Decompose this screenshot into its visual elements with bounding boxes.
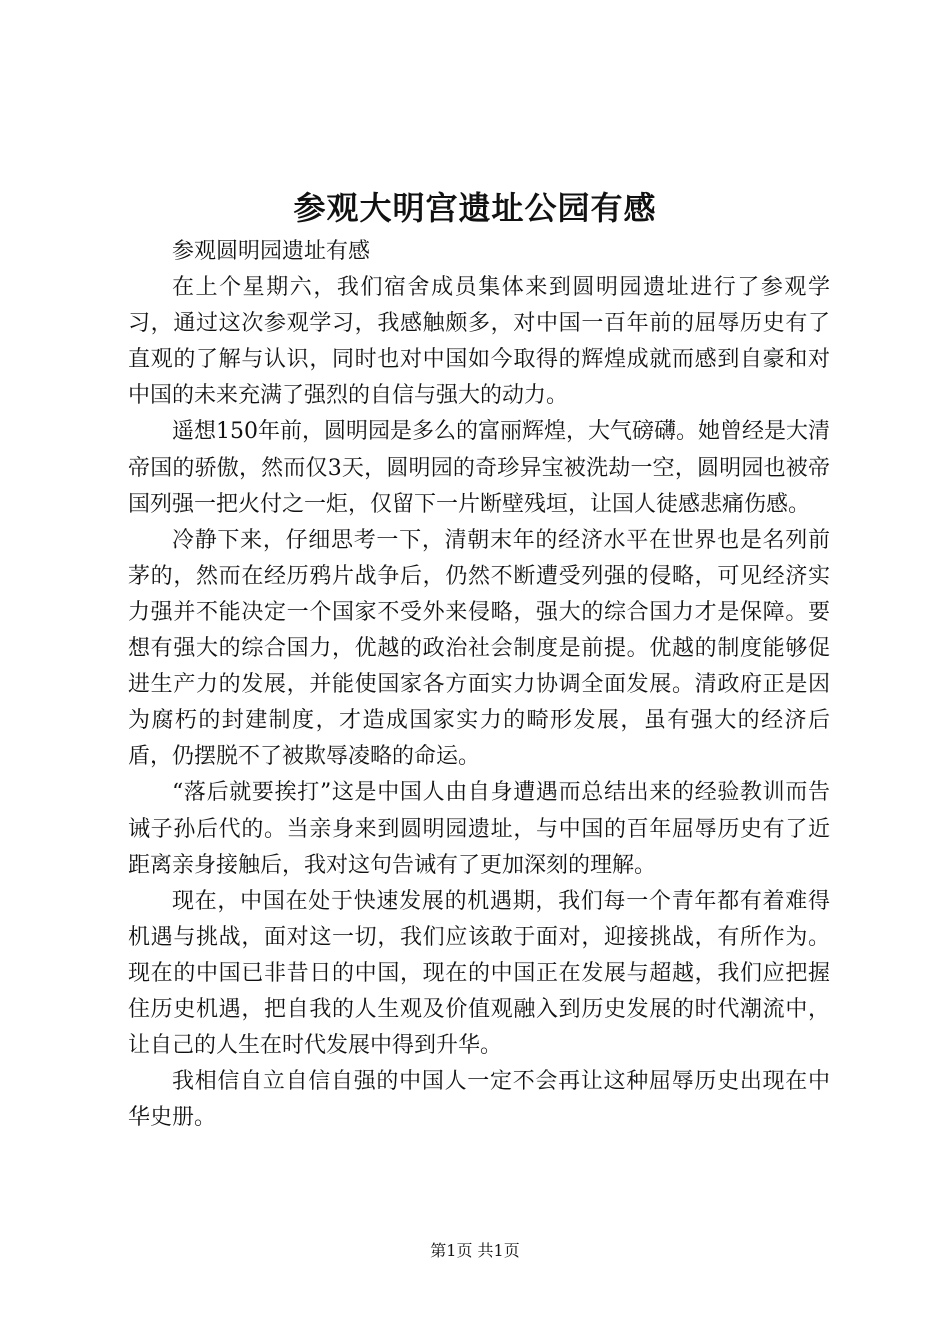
document-title: 参观大明宫遗址公园有感 (293, 189, 657, 227)
paragraph: 遥想150年前，圆明园是多么的富丽辉煌，大气磅礴。她曾经是大清帝国的骄傲，然而仅3天，圆明园的奇珍异宝被洗劫一空，圆明园也被帝国列强一把火付之一炬，仅留下一片断壁残垣，让国人徒感悲痛伤感。 (128, 419, 830, 517)
paragraph: 我相信自立自信自强的中国人一定不会再让这种屈辱历史出现在中华史册。 (128, 1069, 830, 1131)
paragraph: 在上个星期六，我们宿舍成员集体来到圆明园遗址进行了参观学习，通过这次参观学习，我感触颇多，对中国一百年前的屈辱历史有了直观的了解与认识，同时也对中国如今取得的辉煌成就而感到自豪和对中国的未来充满了强烈的自信与强大的动力。 (128, 275, 830, 409)
paragraph: 现在，中国在处于快速发展的机遇期，我们每一个青年都有着难得机遇与挑战，面对这一切，我们应该敢于面对，迎接挑战，有所作为。现在的中国已非昔日的中国，现在的中国正在发展与超越，我们应把握住历史机遇，把自我的人生观及价值观融入到历史发展的时代潮流中，让自己的人生在时代发展中得到升华。 (128, 888, 830, 1059)
document-body (128, 234, 830, 1136)
paragraph: “落后就要挨打”这是中国人由自身遭遇而总结出来的经验教训而告诫子孙后代的。当亲身来到圆明园遗址，与中国的百年屈辱历史有了近距离亲身接触后，我对这句告诫有了更加深刻的理解。 (128, 780, 830, 878)
paragraph: 冷静下来，仔细思考一下，清朝末年的经济水平在世界也是名列前茅的，然而在经历鸦片战争后，仍然不断遭受列强的侵略，可见经济实力强并不能决定一个国家不受外来侵略，强大的综合国力才是保障。要想有强大的综合国力，优越的政治社会制度是前提。优越的制度能够促进生产力的发展，并能使国家各方面实力协调全面发展。清政府正是因为腐朽的封建制度，才造成国家实力的畸形发展，虽有强大的经济后盾，仍摆脱不了被欺辱凌略的命运。 (128, 527, 830, 770)
paragraph-subtitle: 参观圆明园遗址有感 (172, 239, 371, 264)
page-footer: 第1页 共1页 (430, 1241, 520, 1260)
